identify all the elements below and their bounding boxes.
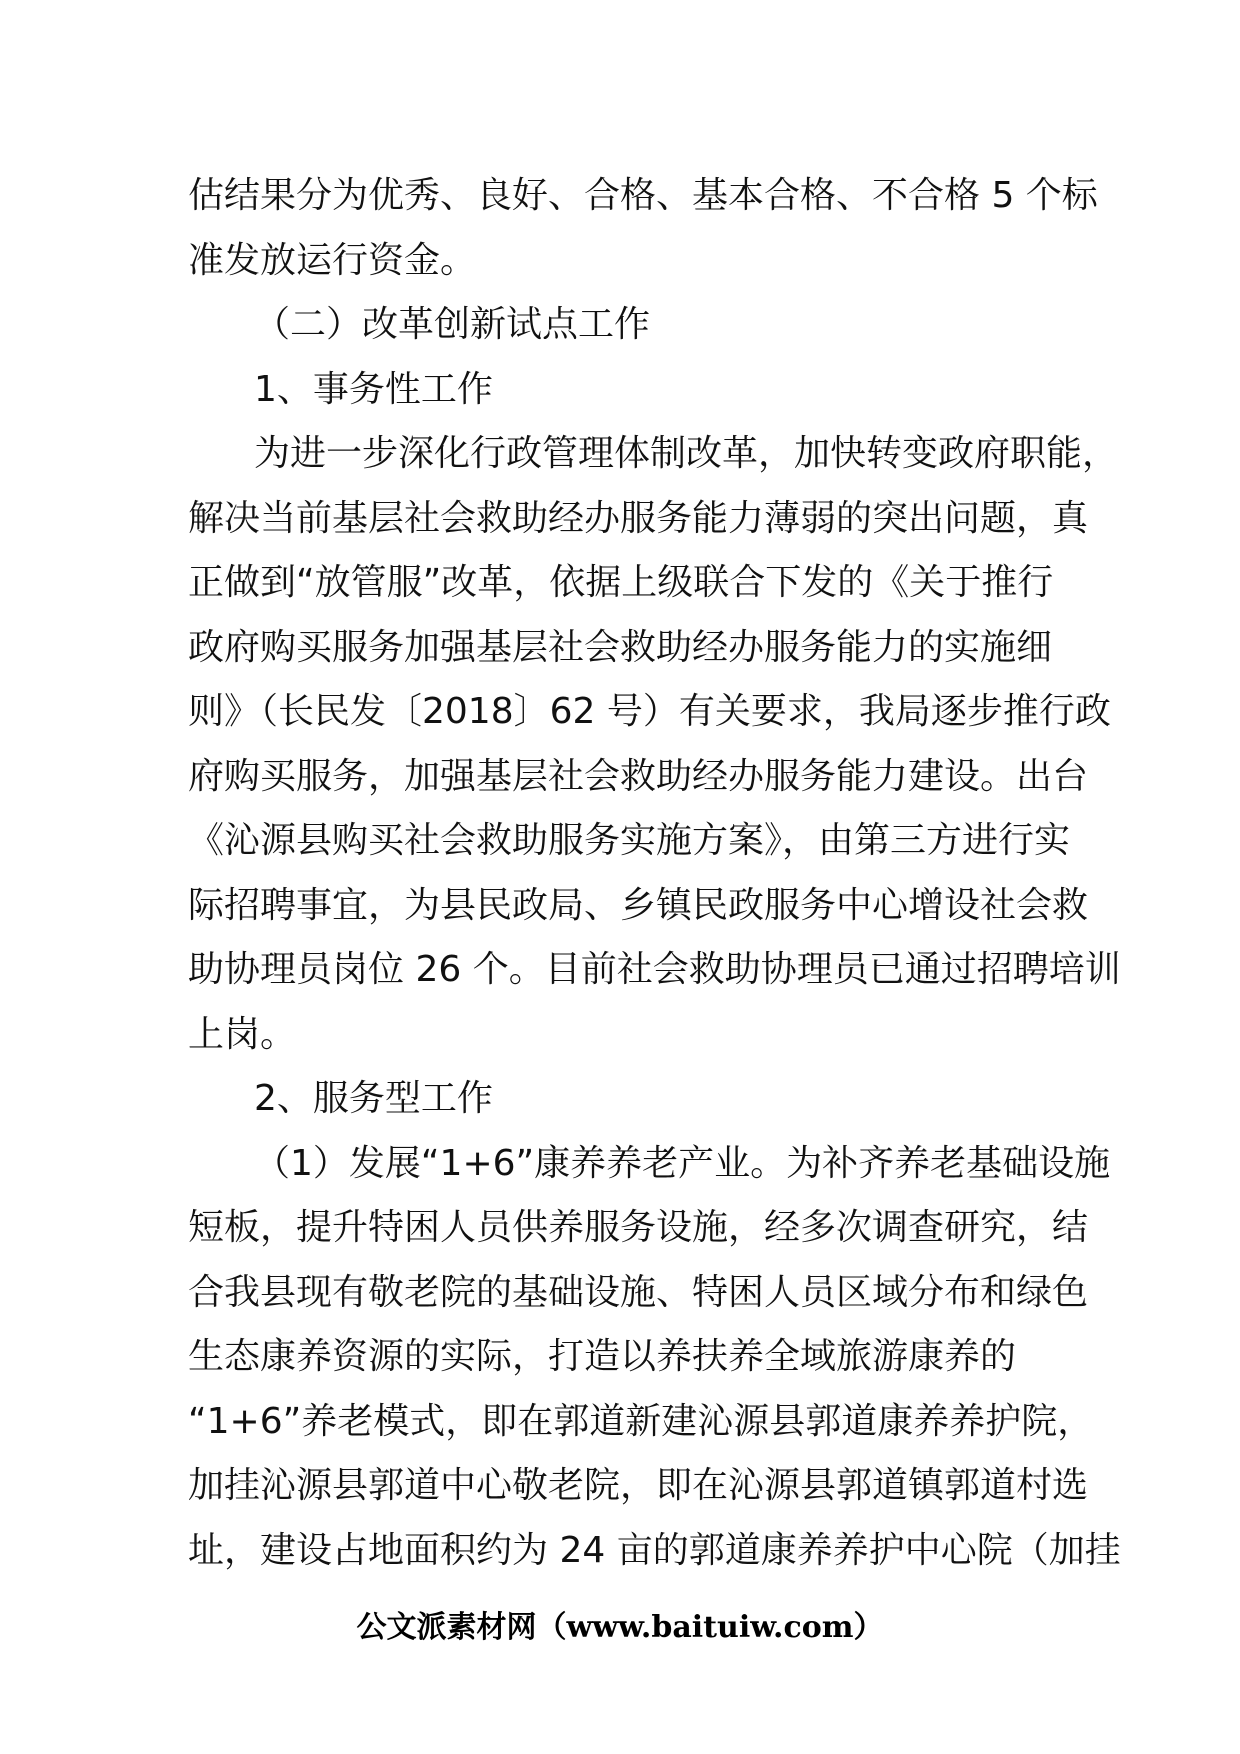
paragraph-line: （1）发展“1+6”康养养老产业。为补齐养老基础设施 xyxy=(254,1142,1111,1184)
paragraph-line: 合我县现有敬老院的基础设施、特困人员区域分布和绿色 xyxy=(188,1271,1089,1313)
section-heading: （二）改革创新试点工作 xyxy=(254,304,651,345)
paragraph-line: 生态康养资源的实际，打造以养扶养全域旅游康养的 xyxy=(188,1336,1017,1377)
paragraph-line: 则》（长民发〔2018〕62 号）有关要求，我局逐步推行政 xyxy=(188,691,1111,732)
subsection-heading: 2、服务型工作 xyxy=(254,1078,493,1119)
paragraph-line: 准发放运行资金。 xyxy=(188,239,477,281)
paragraph-line: 助协理员岗位 26 个。目前社会救助协理员已通过招聘培训 xyxy=(188,949,1121,990)
document-body xyxy=(188,164,1121,1583)
paragraph-line: 加挂沁源县郭道中心敬老院，即在沁源县郭道镇郭道村选 xyxy=(188,1465,1089,1506)
paragraph-line: 短板，提升特困人员供养服务设施，经多次调查研究，结 xyxy=(188,1207,1089,1248)
paragraph-line: 上岗。 xyxy=(188,1013,297,1055)
paragraph-line: 政府购买服务加强基层社会救助经办服务能力的实施细 xyxy=(188,626,1053,668)
paragraph-line: “1+6”养老模式，即在郭道新建沁源县郭道康养养护院， xyxy=(188,1400,1094,1442)
watermark-footer: 公文派素材网（www.baituiw.com） xyxy=(356,1610,884,1645)
paragraph-line: 《沁源县购买社会救助服务实施方案》，由第三方进行实 xyxy=(188,820,1071,861)
paragraph-line: 正做到“放管服”改革，依据上级联合下发的《关于推行 xyxy=(188,562,1054,603)
paragraph-line: 府购买服务，加强基层社会救助经办服务能力建设。出台 xyxy=(188,755,1089,797)
paragraph-line: 址，建设占地面积约为 24 亩的郭道康养养护中心院（加挂 xyxy=(188,1529,1121,1571)
paragraph-line: 估结果分为优秀、良好、合格、基本合格、不合格 5 个标 xyxy=(188,175,1098,216)
paragraph-line: 为进一步深化行政管理体制改革，加快转变政府职能， xyxy=(254,433,1119,474)
paragraph-line: 解决当前基层社会救助经办服务能力薄弱的突出问题，真 xyxy=(188,497,1089,539)
paragraph-line: 际招聘事宜，为县民政局、乡镇民政服务中心增设社会救 xyxy=(188,884,1089,926)
subsection-heading: 1、事务性工作 xyxy=(254,368,493,410)
